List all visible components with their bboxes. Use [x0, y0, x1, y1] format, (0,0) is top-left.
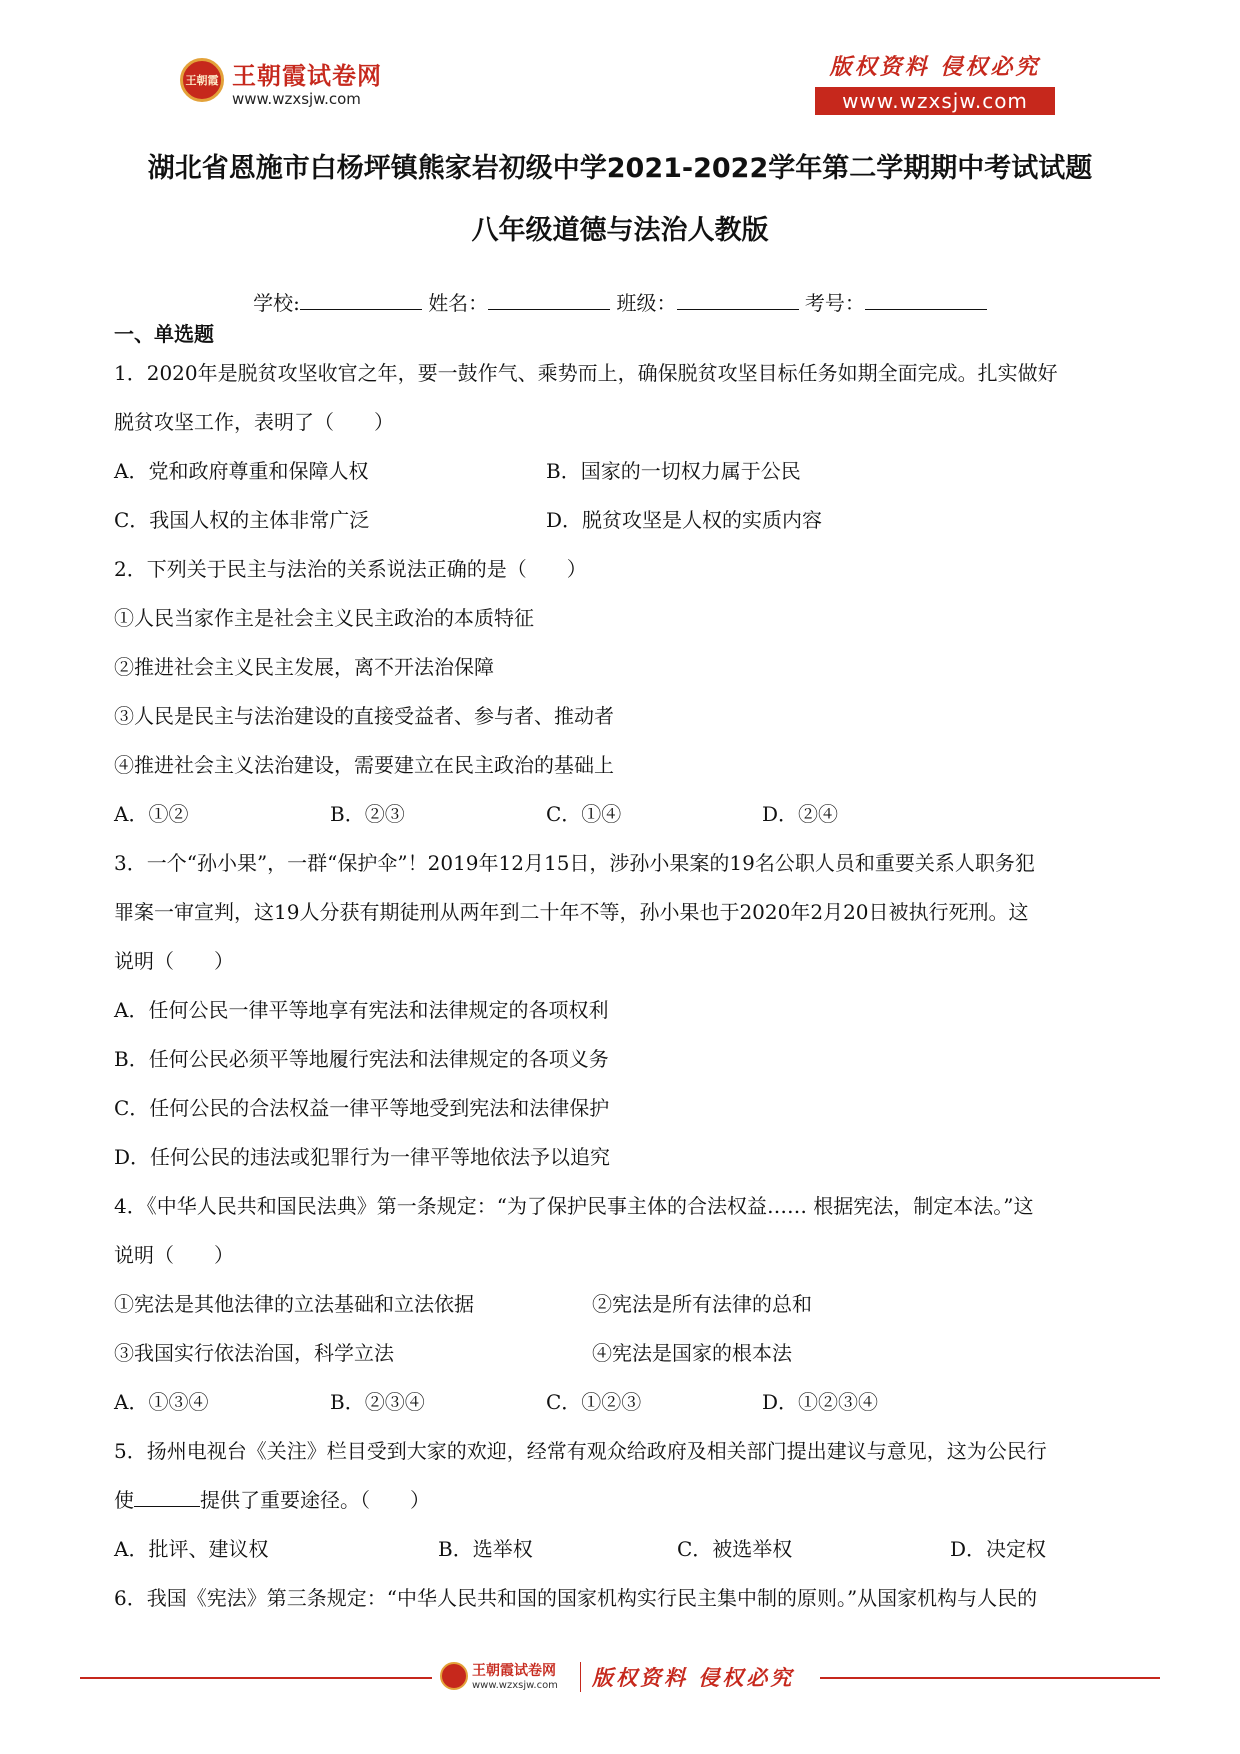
option-a: A．①③④ — [114, 1390, 209, 1414]
statement-item: ①宪法是其他法律的立法基础和立法依据 — [114, 1292, 474, 1316]
option-d: D．决定权 — [950, 1537, 1047, 1561]
question-text: 罪案一审宣判，这19人分获有期徒刑从两年到二十年不等，孙小果也于2020年2月20日被执行死刑。这 — [114, 900, 1029, 924]
copyright-text: 版权资料 侵权必究 — [829, 54, 1041, 80]
question-text: 脱贫攻坚工作，表明了（ ） — [114, 410, 394, 434]
option-d: D．②④ — [762, 802, 839, 826]
url-banner: www.wzxsjw.com — [815, 87, 1055, 115]
question-text: 说明（ ） — [114, 949, 234, 973]
question-text: 1．2020年是脱贫攻坚收官之年，要一鼓作气、乘势而上，确保脱贫攻坚目标任务如期全面完成。扎实做好 — [114, 361, 1058, 385]
option-b: B．任何公民必须平等地履行宪法和法律规定的各项义务 — [114, 1047, 609, 1071]
option-b: B．②③④ — [330, 1390, 425, 1414]
footer-logo-name: 王朝霞试卷网 — [472, 1663, 556, 1679]
question-text — [114, 1476, 1134, 1525]
option-a: A．任何公民一律平等地享有宪法和法律规定的各项权利 — [114, 998, 609, 1022]
footer-seal-icon — [440, 1662, 468, 1690]
logo-seal-icon: 王朝霞 — [180, 58, 224, 102]
option-c: C．我国人权的主体非常广泛 — [114, 508, 370, 532]
question-text-pre: 使 — [114, 1488, 134, 1512]
student-info-line — [0, 287, 1240, 316]
section-title: 一、单选题 — [114, 322, 214, 346]
fill-blank — [134, 1490, 200, 1507]
statement-row — [114, 1329, 1134, 1378]
logo-name: 王朝霞试卷网 — [232, 62, 382, 90]
option-c: C．①④ — [546, 802, 622, 826]
question-text: 说明（ ） — [114, 1243, 234, 1267]
exam-no-blank — [865, 293, 987, 310]
option-row — [114, 496, 1134, 545]
statement-item: ③人民是民主与法治建设的直接受益者、参与者、推动者 — [114, 704, 614, 728]
class-label: 班级： — [616, 291, 677, 315]
school-blank — [300, 293, 422, 310]
option-d: D．①②③④ — [762, 1390, 879, 1414]
option-a: A．批评、建议权 — [114, 1537, 269, 1561]
option-row — [114, 1525, 1134, 1574]
statement-row — [114, 1280, 1134, 1329]
option-a: A．①② — [114, 802, 189, 826]
class-blank — [677, 293, 799, 310]
option-row — [114, 447, 1134, 496]
statement-item: ②推进社会主义民主发展，离不开法治保障 — [114, 655, 494, 679]
statement-item: ①人民当家作主是社会主义民主政治的本质特征 — [114, 606, 534, 630]
question-text: 2．下列关于民主与法治的关系说法正确的是（ ） — [114, 557, 587, 581]
questions — [114, 349, 1134, 1623]
footer-rule-left — [80, 1677, 432, 1679]
question-text: 4．《中华人民共和国民法典》第一条规定：“为了保护民事主体的合法权益…… 根据宪法，制定本法。”这 — [114, 1194, 1034, 1218]
option-c: C．①②③ — [546, 1390, 642, 1414]
option-row — [114, 790, 1134, 839]
option-row — [114, 1378, 1134, 1427]
question-text-post: 提供了重要途径。（ ） — [200, 1488, 430, 1512]
logo-url: www.wzxsjw.com — [232, 90, 361, 108]
option-b: B．②③ — [330, 802, 405, 826]
footer-rule-right — [820, 1677, 1160, 1679]
name-blank — [488, 293, 610, 310]
option-d: D．脱贫攻坚是人权的实质内容 — [546, 508, 823, 532]
option-a: A．党和政府尊重和保障人权 — [114, 459, 369, 483]
exam-no-label: 考号： — [804, 291, 865, 315]
page-subtitle: 八年级道德与法治人教版 — [471, 215, 769, 246]
footer-logo — [440, 1660, 585, 1696]
option-d: D．任何公民的违法或犯罪行为一律平等地依法予以追究 — [114, 1145, 611, 1169]
question-text: 6．我国《宪法》第三条规定：“中华人民共和国的国家机构实行民主集中制的原则。”从国家机构与人民的 — [114, 1586, 1038, 1610]
option-c: C．任何公民的合法权益一律平等地受到宪法和法律保护 — [114, 1096, 610, 1120]
footer-copyright: 版权资料 侵权必究 — [592, 1665, 795, 1690]
footer-logo-url: www.wzxsjw.com — [472, 1680, 558, 1691]
school-label: 学校: — [253, 291, 300, 315]
option-c: C．被选举权 — [677, 1537, 793, 1561]
footer-divider — [580, 1662, 581, 1692]
question-text: 5．扬州电视台《关注》栏目受到大家的欢迎，经常有观众给政府及相关部门提出建议与意见，这为公民行 — [114, 1439, 1047, 1463]
statement-item: ②宪法是所有法律的总和 — [592, 1292, 812, 1316]
statement-item: ③我国实行依法治国，科学立法 — [114, 1341, 394, 1365]
option-b: B．国家的一切权力属于公民 — [546, 459, 801, 483]
question-text: 3．一个“孙小果”，一群“保护伞”！2019年12月15日，涉孙小果案的19名公职人员和重要关系人职务犯 — [114, 851, 1035, 875]
page-footer — [0, 1658, 1240, 1698]
page-title: 湖北省恩施市白杨坪镇熊家岩初级中学2021-2022学年第二学期期中考试试题 — [147, 153, 1093, 184]
statement-item: ④宪法是国家的根本法 — [592, 1341, 792, 1365]
name-label: 姓名： — [428, 291, 489, 315]
copyright-banner — [815, 50, 1055, 115]
option-b: B．选举权 — [438, 1537, 533, 1561]
site-logo — [180, 50, 410, 120]
statement-item: ④推进社会主义法治建设，需要建立在民主政治的基础上 — [114, 753, 614, 777]
